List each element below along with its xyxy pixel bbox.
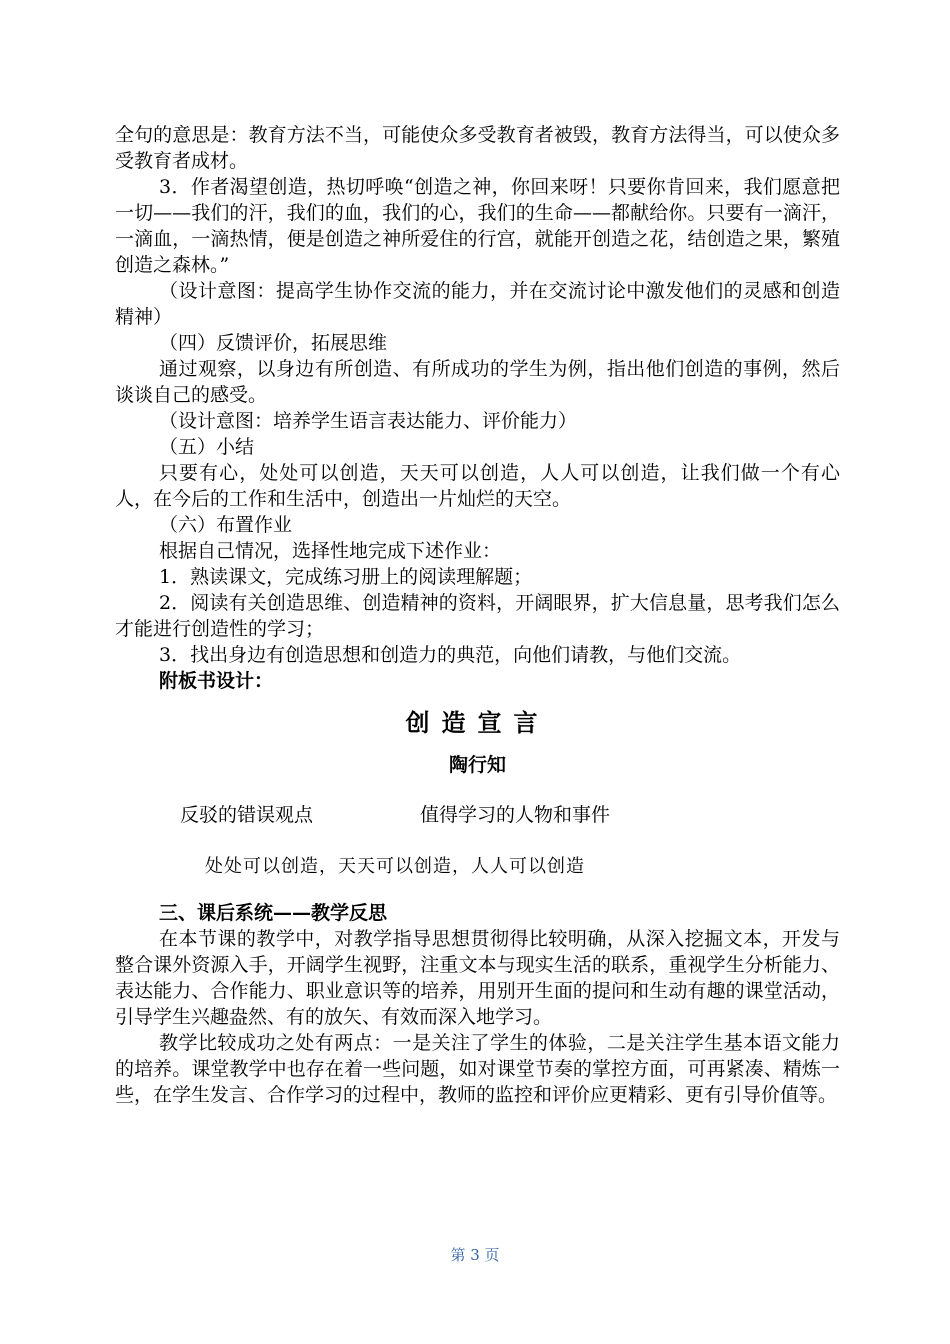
board-left-item: 反驳的错误观点 — [180, 804, 314, 826]
body-paragraph: （四）反馈评价，拓展思维 — [159, 332, 388, 354]
board-right-item: 值得学习的人物和事件 — [420, 804, 611, 826]
body-paragraph: 1．熟读课文，完成练习册上的阅读理解题； — [159, 566, 533, 588]
body-paragraph: 全句的意思是：教育方法不当，可能使众多受教育者被毁，教育方法得当，可以使众多受教育者成材。 — [115, 124, 840, 172]
reflection-paragraph: 在本节课的教学中，对教学指导思想贯彻得比较明确，从深入挖掘文本，开发与整合课外资源入手，开阔学生视野，注重文本与现实生活的联系，重视学生分析能力、表达能力、合作能力、职业意识等的培养，用别开生面的提问和生动有趣的课堂活动，引导学生兴趣盎然、有的放矢、有效而深入地学习。 — [115, 928, 840, 1028]
body-paragraph: 3．作者渴望创造，热切呼唤“创造之神，你回来呀！只要你肯回来，我们愿意把一切——我们的汗，我们的血，我们的心，我们的生命——都献给你。只要有一滴汗，一滴血，一滴热情，便是创造之神所爱住的行宫，就能开创造之花，结创造之果，繁殖创造之森林。” — [115, 176, 840, 276]
section-label: 附板书设计： — [159, 670, 274, 692]
board-author: 陶行知 — [448, 754, 506, 776]
blackboard-design — [115, 694, 840, 900]
page-body — [115, 122, 840, 1108]
body-paragraph: （设计意图：提高学生协作交流的能力，并在交流讨论中激发他们的灵感和创造精神） — [115, 280, 840, 328]
body-paragraph: 2．阅读有关创造思维、创造精神的资料，开阔眼界，扩大信息量，思考我们怎么才能进行创造性的学习； — [115, 592, 840, 640]
body-paragraph: 根据自己情况，选择性地完成下述作业： — [159, 540, 502, 562]
body-paragraph: （五）小结 — [159, 436, 255, 458]
body-paragraph: 只要有心，处处可以创造，天天可以创造，人人可以创造，让我们做一个有心人，在今后的工作和生活中，创造出一片灿烂的天空。 — [115, 462, 840, 510]
reflection-paragraph: 教学比较成功之处有两点：一是关注了学生的体验，二是关注学生基本语文能力的培养。课堂教学中也存在着一些问题，如对课堂节奏的掌控方面，可再紧凑、精炼一些，在学生发言、合作学习的过程中，教师的监控和评价应更精彩、更有引导价值等。 — [115, 1032, 840, 1106]
body-paragraph: 3．找出身边有创造思想和创造力的典范，向他们请教，与他们交流。 — [159, 644, 742, 666]
body-paragraph: （设计意图：培养学生语言表达能力、评价能力） — [159, 410, 578, 432]
reflection-heading: 三、课后系统——教学反思 — [159, 902, 388, 924]
page-number: 第 3 页 — [450, 1246, 500, 1264]
top-paragraphs — [115, 122, 840, 694]
body-paragraph: 通过观察，以身边有所创造、有所成功的学生为例，指出他们创造的事例，然后谈谈自己的感受。 — [115, 358, 840, 406]
board-title: 创造宣言 — [405, 708, 550, 737]
board-slogan: 处处可以创造，天天可以创造，人人可以创造 — [205, 856, 585, 877]
body-paragraph: （六）布置作业 — [159, 514, 293, 536]
